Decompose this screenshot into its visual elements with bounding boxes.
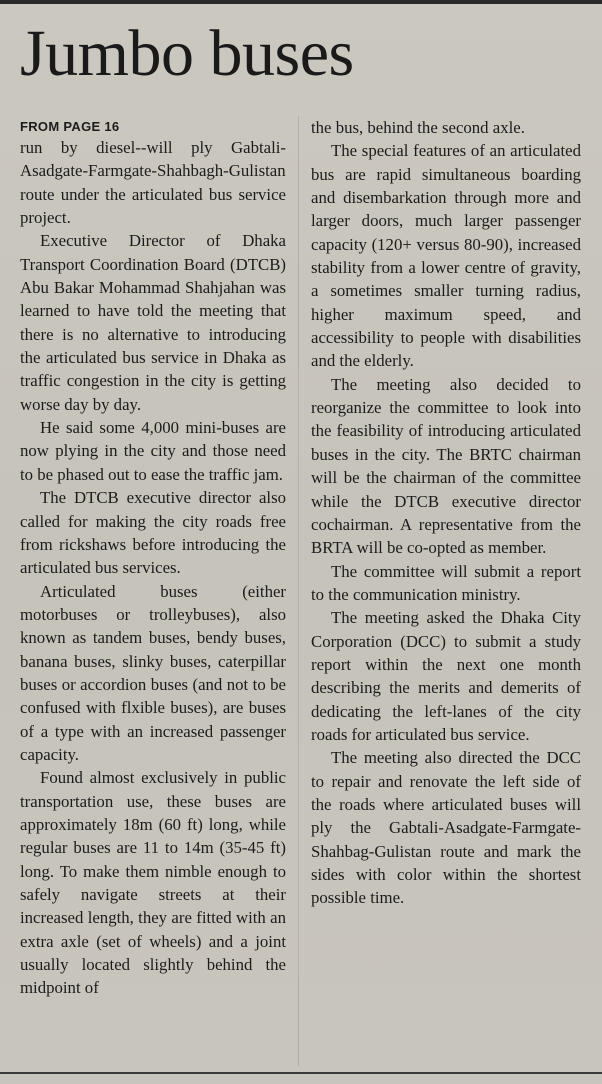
- paragraph: He said some 4,000 mini-buses are now plying in the city and those need to be phased out to ease the traffic jam.: [20, 418, 286, 484]
- paragraph: The special features of an articulated bus are rapid simultaneous boarding and disembarkation through more and larger doors, much larger passenger capacity (120+ versus 80-90), increased stability from a lower centre of gravity, a sometimes smaller turning radius, higher maximum speed, and accessibility to people with disabilities and the elderly.: [311, 141, 581, 371]
- paragraph: the bus, behind the second axle.: [311, 118, 525, 137]
- article-column-right: [311, 116, 581, 910]
- paragraph: run by diesel--will ply Gabtali-Asadgate-Farmgate-Shahbagh-Gulistan route under the articulated bus service project.: [20, 138, 286, 228]
- paragraph: The DTCB executive director also called for making the city roads free from rickshaws before introducing the articulated bus services.: [20, 488, 286, 578]
- paragraph: The meeting also decided to reorganize the committee to look into the feasibility of introducing articulated buses in the city. The BRTC chairman will be the chairman of the committee while the DTCB executive director cochairman. A representative from the BRTA will be co-opted as member.: [311, 374, 581, 558]
- paragraph: Articulated buses (either motorbuses or trolleybuses), also known as tandem buses, bendy buses, banana buses, slinky buses, caterpillar buses or accordion buses (and not to be confused with flxible buses), are buses of a type with an increased passenger capacity.: [20, 581, 286, 764]
- paragraph: The meeting also directed the DCC to repair and renovate the left side of the roads where articulated buses will ply the Gabtali-Asadgate-Farmgate-Shahbag-Gulistan route and mark the sides with color within the shortest possible time.: [311, 748, 581, 908]
- top-rule: [0, 0, 602, 4]
- jump-label: FROM PAGE 16: [20, 119, 120, 134]
- paragraph: The meeting asked the Dhaka City Corporation (DCC) to submit a study report within the next one month describing the merits and demerits of dedicating the left-lanes of the city roads for articulated bus service.: [311, 608, 581, 744]
- column-gutter: [298, 116, 299, 1066]
- article-column-left: [20, 116, 286, 1000]
- paragraph: Executive Director of Dhaka Transport Coordination Board (DTCB) Abu Bakar Mohammad Shahjahan was learned to have told the meeting that there is no alternative to introducing the articulated bus service in Dhaka as traffic congestion in the city is getting worse day by day.: [20, 231, 286, 414]
- bottom-rule: [0, 1072, 602, 1074]
- paragraph: Found almost exclusively in public transportation use, these buses are approximately 18m (60 ft) long, while regular buses are 11 to 14m (35-45 ft) long. To make them nimble enough to safely navigate streets at their increased length, they are fitted with an extra axle (set of wheels) and a joint usually located slightly behind the midpoint of: [20, 768, 286, 998]
- headline: Jumbo buses: [20, 17, 354, 90]
- paragraph: The committee will submit a report to the communication ministry.: [311, 561, 581, 604]
